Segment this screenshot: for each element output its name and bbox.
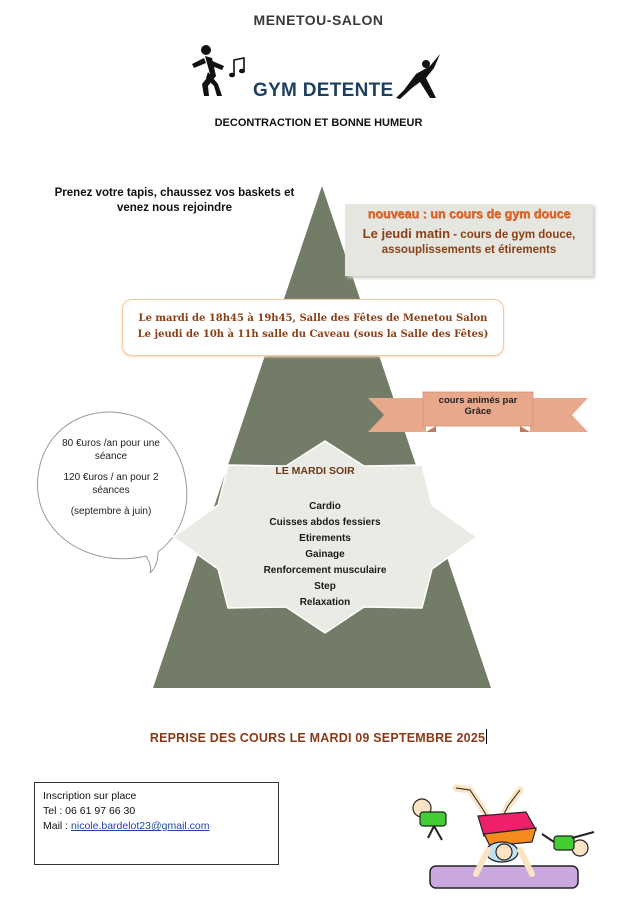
evening-activity-list <box>240 499 410 611</box>
schedule-line-tuesday: Le mardi de 18h45 à 19h45, Salle des Fêtes de Menetou Salon <box>138 313 488 324</box>
activity-item: Etirements <box>299 533 351 544</box>
new-course-box <box>345 204 593 276</box>
contact-mail-row <box>43 819 270 834</box>
contact-mail-label: Mail : <box>43 820 72 832</box>
price-one-session: 80 €uros /an pour une séance <box>62 438 160 462</box>
contact-mail-link[interactable]: nicole.bardelot23@gmail.com <box>71 820 210 832</box>
intro-text: Prenez votre tapis, chaussez vos baskets et venez nous rejoindre <box>54 187 295 214</box>
price-period: (septembre à juin) <box>70 506 152 517</box>
activity-item: Relaxation <box>299 597 351 608</box>
ribbon-line-1: cours animés par <box>438 395 518 406</box>
activity-item: Gainage <box>305 549 345 560</box>
evening-title: LE MARDI SOIR <box>275 465 355 477</box>
new-course-detail: - cours de gym douce, assouplissements et étirements <box>381 229 576 256</box>
brand-title: GYM DETENTE <box>253 80 394 101</box>
price-bubble-text <box>56 437 166 518</box>
new-course-highlight: Le jeudi matin <box>362 226 451 241</box>
music-note-icon <box>228 56 246 80</box>
reprise-announcement[interactable] <box>0 729 637 745</box>
contact-phone: Tel : 06 61 97 66 30 <box>43 805 136 817</box>
schedule-box <box>122 299 504 356</box>
contact-box <box>34 782 279 865</box>
reprise-text: REPRISE DES COURS LE MARDI 09 SEPTEMBRE 2025 <box>149 731 486 745</box>
activity-item: Renforcement musculaire <box>263 565 387 576</box>
activity-item: Cardio <box>309 501 341 512</box>
new-course-heading: nouveau : un cours de gym douce <box>367 207 571 221</box>
tagline: DECONTRACTION ET BONNE HUMEUR <box>214 117 423 129</box>
new-course-body <box>345 226 593 258</box>
schedule-line-thursday: Le jeudi de 10h à 11h salle du Caveau (sous la Salle des Fêtes) <box>137 329 489 340</box>
activity-item: Step <box>314 581 336 592</box>
activity-item: Cuisses abdos fessiers <box>269 517 381 528</box>
ribbon-text <box>423 395 533 417</box>
stretching-figure-icon <box>394 52 442 100</box>
gymnast-clipart <box>404 778 604 890</box>
ribbon-line-2: Grâce <box>464 406 492 417</box>
text-cursor <box>486 729 487 744</box>
town-title: MENETOU-SALON <box>253 12 384 28</box>
price-two-sessions: 120 €uros / an pour 2 séances <box>63 472 159 496</box>
contact-registration: Inscription sur place <box>43 790 137 802</box>
